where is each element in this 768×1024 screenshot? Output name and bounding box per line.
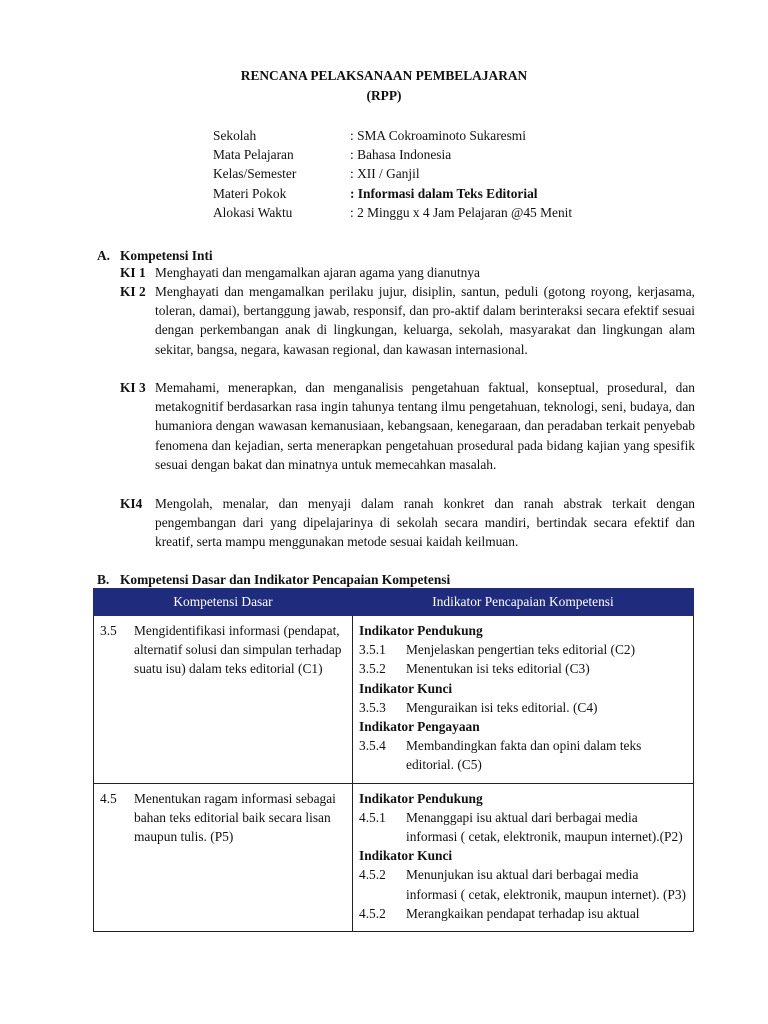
indicator-item <box>359 659 687 678</box>
indicator-text: Membandingkan fakta dan opini dalam teks editorial. (C5) <box>406 738 642 773</box>
indicator-text: Menentukan isi teks editorial (C3) <box>406 661 590 677</box>
indicator-cell <box>353 616 694 784</box>
header-indikator: Indikator Pencapaian Kompetensi <box>353 589 694 616</box>
meta-value: : SMA Cokroaminoto Sukaresmi <box>350 128 526 143</box>
meta-row-sekolah <box>213 126 572 145</box>
indicator-number: 3.5.3 <box>359 699 386 715</box>
document-title: RENCANA PELAKSANAAN PEMBELAJARAN <box>240 68 528 83</box>
kd-text: Menentukan ragam informasi sebagai bahan teks editorial baik secara lisan maupun tulis. (P5) <box>134 790 336 845</box>
ki-code: KI 1 <box>120 265 146 280</box>
kd-cell <box>94 616 353 784</box>
ki-item <box>120 494 695 552</box>
indicator-number: 4.5.2 <box>359 867 386 883</box>
indicator-group-head: Indikator Kunci <box>359 848 453 864</box>
indicator-item <box>359 808 687 846</box>
kd-number: 4.5 <box>100 790 117 806</box>
section-b-heading <box>97 570 450 589</box>
ki-text: Mengolah, menalar, dan menyaji dalam ranah konkret dan ranah abstrak terkait dengan pengembangan dari yang dipelajarinya di sekolah secara mandiri, bertindak secara efektif dan kreatif, serta mampu menggunakan metode sesuai kaidah keilmuan. <box>155 496 695 550</box>
indicator-number: 4.5.2 <box>359 905 386 921</box>
meta-row-kelas-semester <box>213 164 572 183</box>
indicator-item <box>359 904 687 923</box>
kompetensi-table <box>93 588 694 932</box>
ki-item <box>120 263 695 282</box>
indicator-text: Merangkaikan pendapat terhadap isu aktual <box>406 905 640 921</box>
meta-row-materi-pokok <box>213 184 572 203</box>
section-title: Kompetensi Dasar dan Indikator Pencapaian Kompetensi <box>120 572 451 587</box>
meta-value: : XII / Ganjil <box>350 166 420 182</box>
ki-item <box>120 282 695 359</box>
meta-value: : Bahasa Indonesia <box>350 147 452 163</box>
indicator-number: 4.5.1 <box>359 809 386 825</box>
meta-label: Kelas/Semester <box>213 166 297 182</box>
meta-row-alokasi-waktu <box>213 203 572 222</box>
section-letter: A. <box>97 248 111 263</box>
indicator-text: Menunjukan isu aktual dari berbagai media informasi ( cetak, elektronik, maupun internet). (P3) <box>406 867 687 902</box>
meta-label: Alokasi Waktu <box>213 204 293 220</box>
document-subtitle: (RPP) <box>366 88 402 103</box>
meta-value: : 2 Minggu x 4 Jam Pelajaran @45 Menit <box>350 204 573 220</box>
table-row <box>94 783 694 931</box>
indicator-cell <box>353 783 694 931</box>
ki-text: Menghayati dan mengamalkan perilaku jujur, disiplin, santun, peduli (gotong royong, kerjasama, toleran, damai), bertanggung jawab, responsif, dan pro-aktif dalam berinteraksi secara efektif sesuai dengan perkembangan anak di lingkungan, keluarga, sekolah, masyarakat dan lingkungan alam sekitar, bangsa, negara, kawasan regional, dan kawasan internasional. <box>155 284 695 357</box>
indicator-item <box>359 865 687 903</box>
indicator-number: 3.5.2 <box>359 661 386 677</box>
indicator-group-head: Indikator Pendukung <box>359 790 483 806</box>
indicator-group-head: Indikator Kunci <box>359 680 453 696</box>
ki-text: Memahami, menerapkan, dan menganalisis pengetahuan faktual, konseptual, prosedural, dan metakognitif berdasarkan rasa ingin tahunya tentang ilmu pengetahuan, teknologi, seni, budaya, dan humaniora dengan wawasan kemanusiaan, kebangsaan, kenegaraan, dan peradaban terkait penyebab fenomena dan kejadian, serta menerapkan pengetahuan prosedural pada bidang kajian yang spesifik sesuai dengan bakat dan minatnya untuk memecahkan masalah. <box>155 380 695 472</box>
indicator-item <box>359 640 687 659</box>
ki-code: KI4 <box>120 496 143 511</box>
indicator-group-head: Indikator Pendukung <box>359 623 483 638</box>
indicator-item <box>359 736 687 774</box>
identity-block <box>213 126 572 222</box>
indicator-group-head: Indikator Pengayaan <box>359 719 480 735</box>
meta-label: Sekolah <box>213 128 257 143</box>
section-title: Kompetensi Inti <box>120 248 213 263</box>
meta-label: Mata Pelajaran <box>213 147 294 163</box>
ki-text: Menghayati dan mengamalkan ajaran agama yang dianutnya <box>155 265 480 280</box>
meta-label: Materi Pokok <box>213 185 287 201</box>
indicator-text: Menanggapi isu aktual dari berbagai media informasi ( cetak, elektronik, maupun internet).(P2) <box>406 809 683 845</box>
indicator-text: Menjelaskan pengertian teks editorial (C2) <box>406 642 636 658</box>
table-header-row <box>94 589 694 616</box>
section-letter: B. <box>97 572 110 587</box>
ki-code: KI 3 <box>120 380 146 395</box>
indicator-text: Menguraikan isi teks editorial. (C4) <box>406 699 598 715</box>
meta-value: : Informasi dalam Teks Editorial <box>350 185 538 201</box>
indicator-number: 3.5.1 <box>359 642 386 658</box>
indicator-item <box>359 698 687 717</box>
kd-cell <box>94 783 353 931</box>
kd-number: 3.5 <box>100 623 117 638</box>
table-row <box>94 616 694 784</box>
ki-item <box>120 378 695 474</box>
ki-code: KI 2 <box>120 284 146 299</box>
header-kompetensi-dasar: Kompetensi Dasar <box>94 589 353 616</box>
indicator-number: 3.5.4 <box>359 738 386 754</box>
meta-row-mata-pelajaran <box>213 145 572 164</box>
kd-text: Mengidentifikasi informasi (pendapat, alternatif solusi dan simpulan terhadap suatu isu) dalam teks editorial (C1) <box>134 623 342 677</box>
